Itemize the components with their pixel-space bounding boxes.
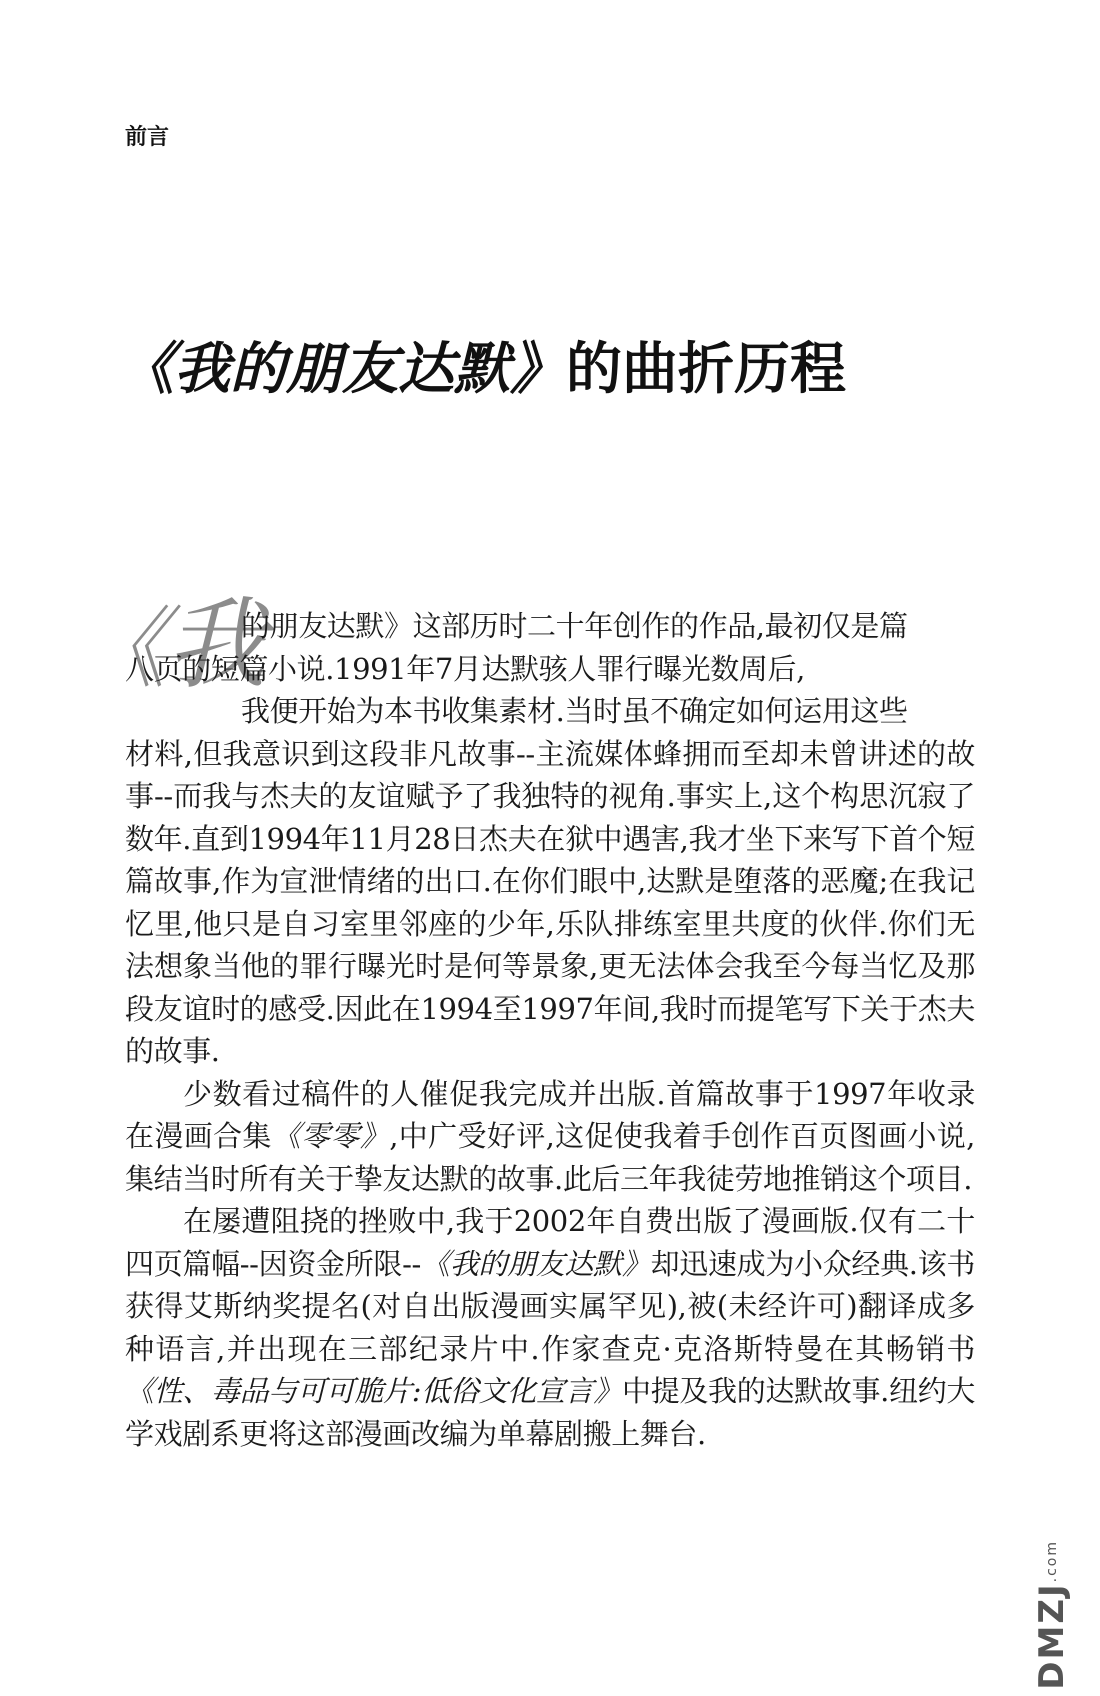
paragraph-2 xyxy=(125,1073,975,1201)
chapter-title-rest: 的曲折历程 xyxy=(566,337,846,402)
drop-cap-bracket: 《 xyxy=(78,597,167,700)
paragraph-3-book-title-2: 《性、毒品与可可脆片:低俗文化宣言》 xyxy=(125,1374,623,1408)
paragraph-1-line-3: 我便开始为本书收集素材.当时虽不确定如何运用这些 xyxy=(241,694,908,728)
section-label: 前言 xyxy=(125,125,170,150)
paragraph-1-line-2: 八页的短篇小说.1991年7月达默骇人罪行曝光数周后, xyxy=(125,651,805,686)
paragraph-2-text-a: 少数看过稿件的人催促我完成并出版.首篇故事于1997年收录在漫画合集 xyxy=(125,1076,975,1153)
paragraph-2-book-title: 《零零》 xyxy=(271,1119,390,1153)
site-watermark xyxy=(1032,1540,1072,1690)
chapter-title-book: 《我的朋友达默》 xyxy=(118,337,566,402)
paragraph-3-book-title-1: 《我的朋友达默》 xyxy=(420,1246,651,1281)
drop-cap-char: 我 xyxy=(166,586,267,703)
paragraph-1-line-1: 的朋友达默》这部历时二十年创作的作品,最初仅是篇 xyxy=(241,609,908,643)
paragraph-1-rest: 材料,但我意识到这段非凡故事--主流媒体蜂拥而至却未曾讲述的故事--而我与杰夫的友谊赋予了我独特的视角.事实上,这个构思沉寂了数年.直到1994年11月28日杰夫在狱中遇害,我才坐下来写下首个短篇故事,作为宣泄情绪的出口.在你们眼中,达默是堕落的恶魔;在我记忆里,他只是自习室里邻座的少年,乐队排练室里共度的伙伴.你们无法想象当他的罪行曝光时是何等景象,更无法体会我至今每当忆及那段友谊时的感受.因此在1994至1997年间,我时而提笔写下关于杰夫的故事. xyxy=(125,736,975,1068)
paragraph-3-text-b: 却迅速成为小众经典.该书获得艾斯纳奖提名(对自出版漫画实属罕见),被(未经许可)翻译成多种语言,并出现在三部纪录片中.作家查克·克洛斯特曼在其畅销书 xyxy=(125,1246,975,1366)
paragraph-3-text-a: 在屡遭阻挠的挫败中,我于2002年自费出版了漫画版.仅有二十四页篇幅--因资金所限-- xyxy=(125,1204,975,1281)
paragraph-1 xyxy=(125,605,975,1073)
paragraph-2-text-b: ,中广受好评,这促使我着手创作百页图画小说,集结当时所有关于挚友达默的故事.此后三年我徒劳地推销这个项目. xyxy=(125,1119,975,1196)
watermark-suffix: .com xyxy=(1044,1540,1060,1583)
paragraph-3 xyxy=(125,1200,975,1455)
watermark-brand: DMZJ xyxy=(1032,1582,1072,1690)
paragraph-3-text-c: 中提及我的达默故事.纽约大学戏剧系更将这部漫画改编为单幕剧搬上舞台. xyxy=(125,1374,975,1451)
chapter-title xyxy=(118,335,1018,405)
body-text xyxy=(125,605,975,1455)
